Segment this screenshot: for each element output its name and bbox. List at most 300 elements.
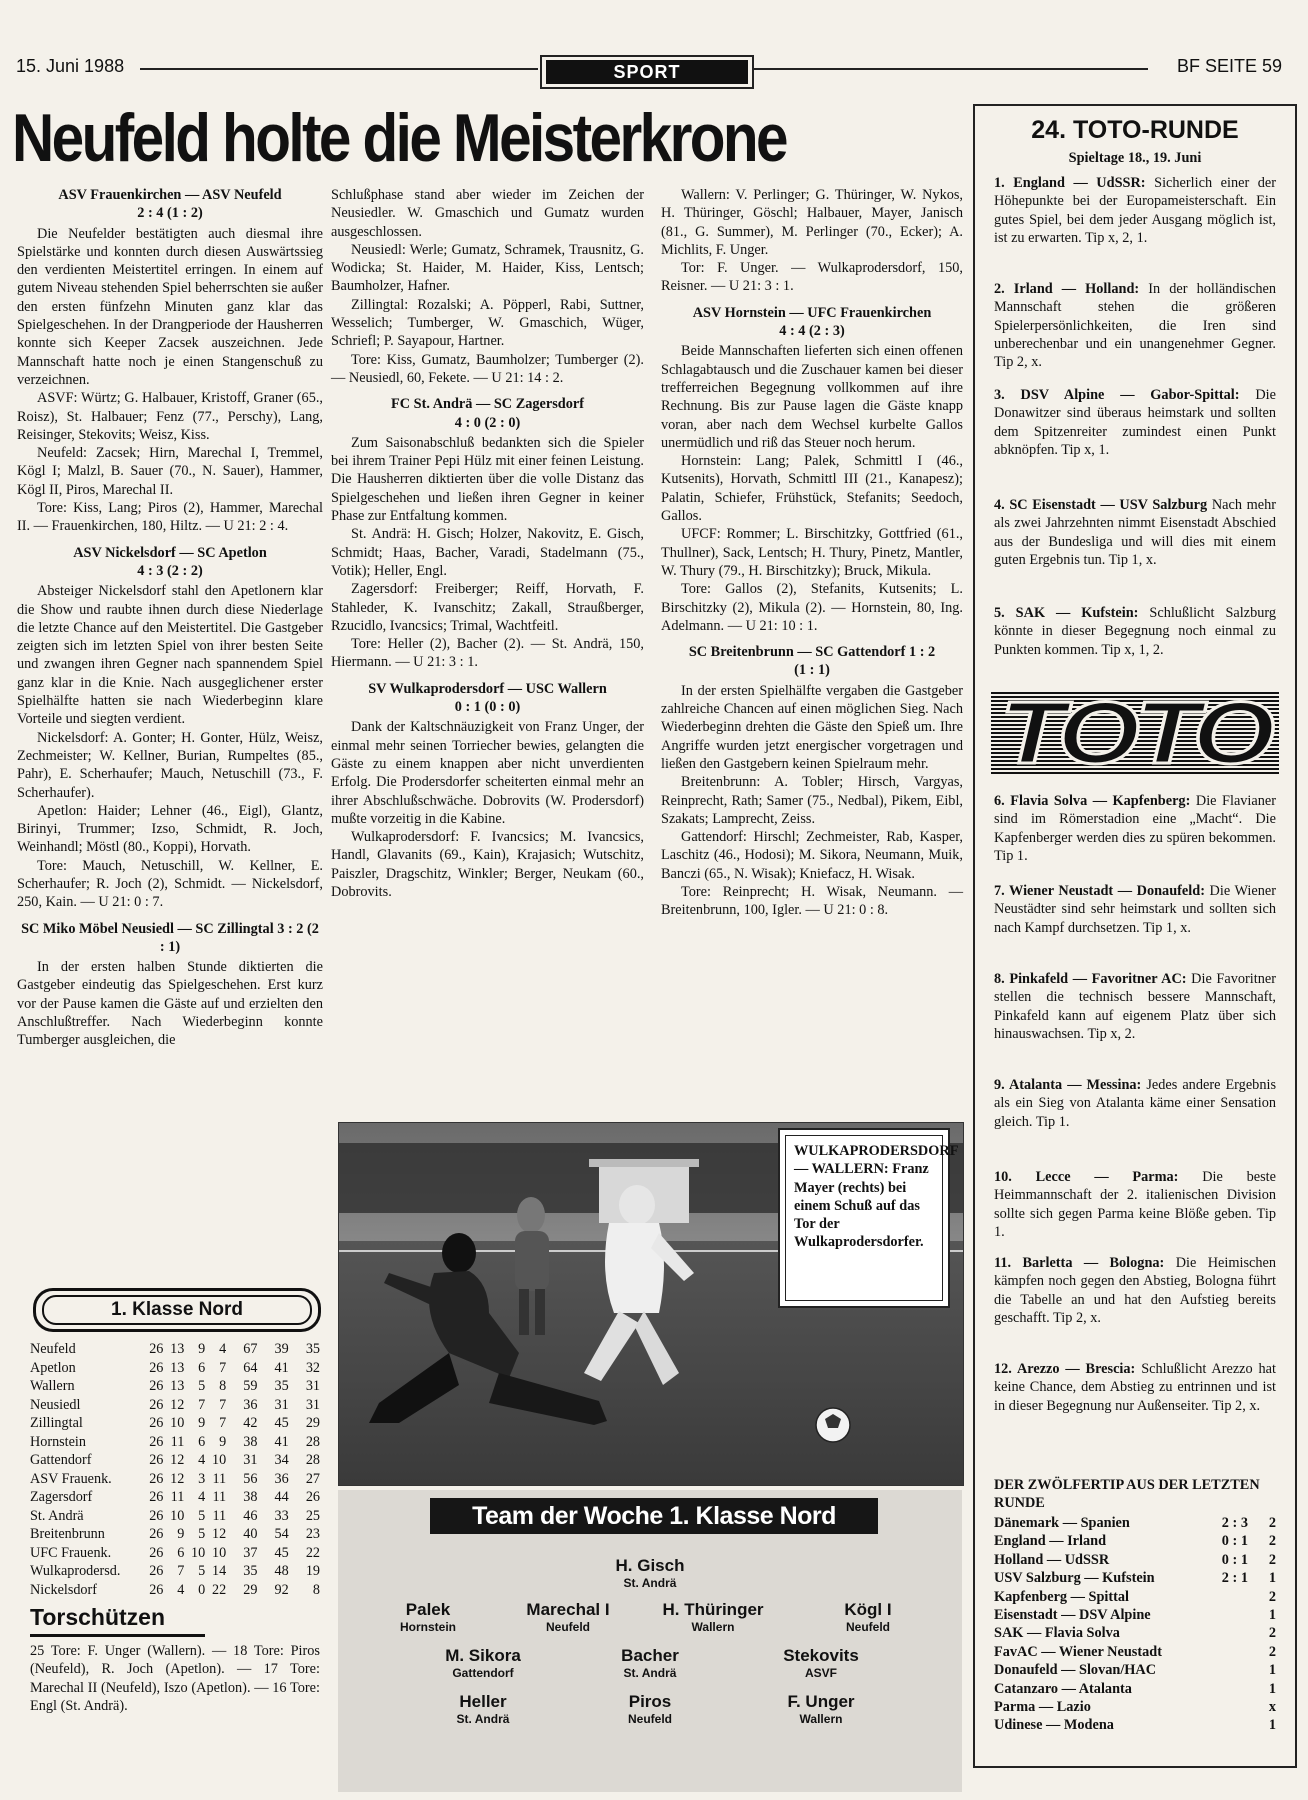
- player-club: Neufeld: [845, 1620, 890, 1634]
- stat-cell: 67: [243, 1341, 258, 1357]
- toto-tip: [994, 604, 1276, 659]
- team-name: Breitenbrunn: [30, 1526, 105, 1542]
- stat-cell: 64: [243, 1359, 258, 1376]
- toto-tip-head: 1. England — UdSSR:: [994, 175, 1146, 191]
- lineup-hornstein: Hornstein: Lang; Palek, Schmittl I (46., Kutsenits), Horvath, Schmittl III (21., Kanapesz); Palatin, Schiefer, Frühstück, Stefanits; Seedoch, Gallos.: [661, 453, 963, 525]
- stat-cell: 26: [149, 1415, 164, 1431]
- goals-line: Tore: Heller (2), Bacher (2). — St. Andrä, 150, Hiermann. — U 21: 3 : 1.: [331, 636, 644, 671]
- stat-cell: 26: [149, 1396, 164, 1413]
- toto-subtitle: Spieltage 18., 19. Juni: [1068, 150, 1202, 166]
- league-table: [30, 1340, 320, 1599]
- fixture: Parma — Lazio: [994, 1699, 1091, 1716]
- team-player: [353, 1600, 503, 1634]
- toto-tip: [994, 792, 1276, 865]
- match-score: (1 : 1): [794, 662, 830, 679]
- team-player: [638, 1600, 788, 1634]
- toto-tip-head: 3. DSV Alpine — Gabor-Spittal:: [994, 387, 1240, 403]
- toto-tip-head: 7. Wiener Neustadt — Donaufeld:: [994, 883, 1205, 899]
- scorers-text: 25 Tore: F. Unger (Wallern). — 18 Tore: Piros (Neufeld), R. Joch (Apetlon). — 17 Tore: Marechal II (Neufeld), Iszo (Apetlon). — 16 Tore: Engl (St. Andrä).: [30, 1643, 320, 1714]
- tip: 2: [1268, 1625, 1276, 1642]
- result: [1208, 1606, 1248, 1624]
- lineup-wulkaprodersdorf: Wulkaprodersdorf: F. Ivancsics; M. Ivancsics, Handl, Glavanits (69., Kain), Krajasich; Wutschitz, Paiszler, Dragschitz, Winkler; Berger, Neukam (60., Dobrovits.: [331, 829, 644, 900]
- toto-tip-head: 6. Flavia Solva — Kapfenberg:: [994, 793, 1191, 809]
- toto-tip: [994, 174, 1276, 247]
- match-title: SC Breitenbrunn — SC Gattendorf 1 : 2: [688, 644, 936, 661]
- stat-cell: 10: [211, 1452, 227, 1468]
- league-title: 1. Klasse Nord: [42, 1295, 312, 1325]
- result: [1208, 1588, 1248, 1606]
- toto-tip-head: 2. Irland — Holland:: [994, 281, 1140, 297]
- toto-tip-text: Die beste Heimmannschaft der 2. italienischen Division sollte sich gegen Parma keine Blöße geben. Tip 1.: [994, 1169, 1277, 1240]
- match-title: ASV Hornstein — UFC Frauenkirchen: [692, 304, 932, 321]
- league-title-frame: [33, 1288, 321, 1332]
- player-club: Neufeld: [627, 1712, 672, 1726]
- toto-tip: [994, 1168, 1276, 1241]
- zwoelfertip-row: [994, 1532, 1276, 1550]
- toto-tip-head: 10. Lecce — Parma:: [994, 1169, 1179, 1185]
- stat-cell: 31: [305, 1378, 320, 1394]
- player-club: Gattendorf: [452, 1666, 514, 1680]
- player-name: Kögl I: [844, 1600, 892, 1619]
- toto-tip-text: Schlußlicht Salzburg könnte in dieser Begegnung noch einmal zu Punkten kommen. Tip x, 1, 2.: [994, 605, 1277, 658]
- toto-tip: [994, 386, 1276, 459]
- match-score: 4 : 3 (2 : 2): [137, 562, 203, 579]
- zwoelfertip-row: [994, 1624, 1276, 1642]
- player-name: Palek: [405, 1600, 451, 1619]
- stat-cell: 40: [243, 1526, 258, 1542]
- tip: 2: [1268, 1551, 1276, 1568]
- stat-cell: 26: [149, 1341, 164, 1357]
- player-name: Piros: [628, 1692, 672, 1711]
- stat-cell: 4: [198, 1452, 206, 1468]
- stat-cell: 45: [274, 1415, 289, 1431]
- stat-cell: 6: [177, 1544, 185, 1561]
- toto-tip: [994, 1360, 1276, 1415]
- league-row: [30, 1451, 320, 1470]
- photo-caption: WULKAPRODERSDORF — WALLERN: Franz Mayer (rechts) bei einem Schuß auf das Tor der Wulkaprodersdorfer.: [785, 1135, 943, 1301]
- stat-cell: 13: [170, 1341, 185, 1357]
- stat-cell: 12: [170, 1452, 185, 1468]
- league-row: [30, 1396, 320, 1415]
- stat-cell: 10: [170, 1415, 185, 1431]
- team-name: Nickelsdorf: [30, 1581, 97, 1598]
- team-player: [575, 1692, 725, 1726]
- toto-tip-head: 12. Arezzo — Brescia:: [994, 1361, 1136, 1377]
- stat-cell: 26: [305, 1489, 320, 1505]
- stat-cell: 26: [149, 1433, 164, 1450]
- lineup-neufeld: Neufeld: Zacsek; Hirn, Marechal I, Tremmel, Kögl I; Malzl, B. Sauer (70., N. Sauer), Hammer, Kögl II, Piros, Marechal II.: [17, 445, 323, 498]
- stat-cell: 14: [211, 1563, 227, 1579]
- result: [1208, 1680, 1248, 1698]
- lineup-zagersdorf: Zagersdorf: Freiberger; Reiff, Horvath, F. Stahleder, K. Ivanschitz; Zakall, Straußberger, Rzucidlo, Ivancsics; Trimal, Wachtfeitl.: [331, 581, 644, 634]
- toto-tip-head: 5. SAK — Kufstein:: [994, 605, 1139, 621]
- scorers-underline: [30, 1634, 205, 1637]
- player-club: Wallern: [691, 1620, 735, 1634]
- team-name: St. Andrä: [30, 1507, 84, 1524]
- goals-line: Tore: Mauch, Netuschill, W. Kellner, E. Scherhaufer; R. Joch (2), Schmidt. — Nickelsdorf, 250, Kain. — U 21: 0 : 7.: [17, 857, 323, 911]
- match-report: Beide Mannschaften lieferten sich einen offenen Schlagabtausch und die Zuschauer kamen bei dieser trefferreichen Begegnung vollkommen auf ihre Rechnung. Bis zur Pause lagen die Gäste knapp voran, aber nach dem Wechsel kurbelte Gallos unermüdlich und riß das Steuer noch herum.: [661, 343, 963, 451]
- stat-cell: 38: [243, 1433, 258, 1450]
- stat-cell: 29: [243, 1581, 258, 1598]
- match-title: FC St. Andrä — SC Zagersdorf: [390, 396, 584, 413]
- stat-cell: 7: [219, 1415, 227, 1431]
- league-row: [30, 1377, 320, 1396]
- stat-cell: 5: [198, 1507, 206, 1524]
- stat-cell: 8: [312, 1581, 320, 1598]
- stat-cell: 28: [305, 1433, 320, 1450]
- tip: 2: [1268, 1643, 1276, 1660]
- fixture: Donaufeld — Slovan/HAC: [994, 1662, 1157, 1679]
- player-club: St. Andrä: [623, 1666, 677, 1680]
- team-name: Gattendorf: [30, 1452, 92, 1468]
- stat-cell: 26: [149, 1581, 164, 1598]
- zwoelfertip-row: [994, 1661, 1276, 1679]
- stat-cell: 5: [198, 1563, 206, 1579]
- team-player: [408, 1692, 558, 1726]
- tip: x: [1268, 1699, 1276, 1716]
- player-club: Neufeld: [545, 1620, 590, 1634]
- toto-tip-text: In der holländischen Mannschaft stehen die größeren Spielerpersönlichkeiten, die Iren sind unberechenbar und ein unangenehmer Gegner. Tip 2, x.: [994, 281, 1276, 371]
- stat-cell: 26: [149, 1359, 164, 1376]
- fixture: Dänemark — Spanien: [994, 1515, 1130, 1531]
- photo-caption-box: [778, 1128, 959, 1308]
- league-row: [30, 1525, 320, 1544]
- stat-cell: 26: [149, 1489, 164, 1505]
- stat-cell: 9: [219, 1433, 227, 1450]
- stat-cell: 32: [305, 1359, 320, 1376]
- team-name: UFC Frauenk.: [30, 1544, 112, 1561]
- league-row: [30, 1359, 320, 1378]
- tip: 1: [1268, 1717, 1276, 1734]
- stat-cell: 10: [191, 1544, 206, 1561]
- stat-cell: 6: [198, 1359, 206, 1376]
- team-name: Wulkaprodersd.: [30, 1563, 121, 1579]
- stat-cell: 13: [170, 1359, 185, 1376]
- stat-cell: 5: [198, 1378, 206, 1394]
- toto-logo: [991, 683, 1279, 782]
- stat-cell: 22: [211, 1581, 227, 1598]
- toto-tip: [994, 496, 1276, 569]
- header-rule-left: [140, 68, 538, 70]
- stat-cell: 59: [243, 1378, 258, 1394]
- stat-cell: 35: [243, 1563, 258, 1579]
- lineup-breitenbrunn: Breitenbrunn: A. Tobler; Hirsch, Vargyas, Reinprecht, Rath; Samer (75., Nedbal), Pikem, Eibl, Szakats; Lamprecht, Zeiss.: [661, 774, 963, 827]
- article-column-3: [661, 186, 963, 920]
- header-rule-right: [752, 68, 1148, 70]
- toto-tip: [994, 1076, 1276, 1131]
- league-row: [30, 1581, 320, 1600]
- stat-cell: 27: [305, 1470, 320, 1487]
- stat-cell: 10: [211, 1544, 227, 1561]
- stat-cell: 7: [219, 1396, 227, 1413]
- lineup-apetlon: Apetlon: Haider; Lehner (46., Eigl), Glantz, Birinyi, Trummer; Izso, Schmidt, R. Joch, Weinhandl; Möstl (80., Koppi), Horvath.: [17, 802, 323, 856]
- player-club: Wallern: [799, 1712, 843, 1726]
- stat-cell: 44: [274, 1489, 289, 1505]
- player-name: Heller: [459, 1692, 507, 1711]
- stat-cell: 7: [198, 1396, 206, 1413]
- team-player: [575, 1646, 725, 1680]
- stat-cell: 22: [305, 1544, 320, 1561]
- stat-cell: 41: [274, 1433, 289, 1450]
- tip: 1: [1268, 1570, 1276, 1587]
- stat-cell: 4: [219, 1341, 227, 1357]
- section-label-box: [540, 55, 754, 89]
- goals-line: Tor: F. Unger. — Wulkaprodersdorf, 150, Reisner. — U 21: 3 : 1.: [661, 260, 963, 295]
- match-score: 4 : 0 (2 : 0): [454, 414, 521, 431]
- result: 2 : 3: [1221, 1515, 1248, 1531]
- zwoelfertip-row: [994, 1569, 1276, 1587]
- stat-cell: 9: [198, 1341, 206, 1357]
- toto-tip-text: Die Donawitzer sind überaus heimstark und sollten dem Spitzenreiter zumindest einen Punkt abknöpfen. Tip x, 1.: [994, 387, 1276, 458]
- goals-line: Tore: Reinprecht; H. Wisak, Neumann. — Breitenbrunn, 100, Igler. — U 21: 0 : 8.: [661, 883, 963, 919]
- stat-cell: 31: [274, 1396, 289, 1413]
- toto-tip-text: Nach mehr als zwei Jahrzehnten nimmt Eisenstadt Abschied aus der Bundesliga und will dies mit einem guten Ergebnis tun. Tip 1, x.: [994, 497, 1276, 568]
- fixture: Kapfenberg — Spittal: [994, 1588, 1130, 1605]
- league-row: [30, 1433, 320, 1452]
- league-row: [30, 1507, 320, 1526]
- match-report: In der ersten halben Stunde diktierten die Gastgeber eindeutig das Spielgeschehen. Erst kurz vor der Pause kamen die Gäste auf und erzielten den Anschlußtreffer. Nach Wiederbeginn konnte Tumberger ausgleichen, die: [17, 959, 323, 1049]
- fixture: Eisenstadt — DSV Alpine: [994, 1607, 1151, 1624]
- stat-cell: 26: [149, 1507, 164, 1524]
- match-report: Dank der Kaltschnäuzigkeit von Franz Unger, der einmal mehr seinen Torriecher bewies, gelangten die Gäste zu einem knappen aber nicht unverdienten Erfolg. Die Prodersdorfer scheiterten einmal mehr an ihrer Abschlußschwäche. Dobrovits (W. Prodersdorf) mußte vorzeitig in die Kabine.: [331, 719, 644, 827]
- stat-cell: 92: [274, 1581, 289, 1598]
- stat-cell: 11: [170, 1433, 185, 1450]
- toto-tip: [994, 882, 1276, 937]
- stat-cell: 19: [305, 1563, 320, 1579]
- player-club: St. Andrä: [456, 1712, 510, 1726]
- stat-cell: 25: [305, 1507, 320, 1524]
- fixture: SAK — Flavia Solva: [994, 1625, 1120, 1642]
- stat-cell: 11: [212, 1470, 227, 1487]
- toto-tip-head: 11. Barletta — Bologna:: [994, 1255, 1165, 1271]
- result: 0 : 1: [1221, 1551, 1248, 1568]
- fixture: FavAC — Wiener Neustadt: [994, 1643, 1162, 1660]
- stat-cell: 54: [274, 1526, 289, 1542]
- toto-column: [973, 104, 1297, 1768]
- stat-cell: 5: [198, 1526, 206, 1542]
- player-name: M. Sikora: [445, 1646, 521, 1665]
- toto-tip-head: 9. Atalanta — Messina:: [994, 1077, 1142, 1093]
- lineup-nickelsdorf: Nickelsdorf: A. Gonter; H. Gonter, Hülz, Weisz, Zechmeister; W. Kellner, Burian, Rumpeltes (85., Pahr), E. Scherhaufer; Mauch, Netuschill (73., F. Scherhaufer).: [17, 729, 323, 801]
- match-score: 4 : 4 (2 : 3): [779, 323, 845, 340]
- player-name: Marechal I: [526, 1600, 610, 1619]
- page-number: BF SEITE 59: [1176, 56, 1282, 76]
- stat-cell: 31: [243, 1452, 258, 1468]
- match-score: 0 : 1 (0 : 0): [454, 699, 521, 716]
- match-score: 2 : 4 (1 : 2): [137, 205, 203, 222]
- zwoelfertip-row: [994, 1551, 1276, 1569]
- toto-tip-text: Die Wiener Neustädter sind sehr heimstark und sollten sich nach Kampf durchsetzen. Tip 1, x.: [994, 883, 1277, 936]
- match-report-continued: Schlußphase stand aber wieder im Zeichen der Neusiedler. W. Gmaschich und Gumatz wurden ausgeschlossen.: [331, 187, 644, 240]
- match-report: Die Neufelder bestätigten auch diesmal ihre Spielstärke und konnten durch diesen Auswärtssieg den verdienten Meistertitel erringen. In einem auf gutem Niveau stehenden Spiel beherrschten sie außer den ersten fünfzehn Minuten ganz klar das Spielgeschehen. In der Drangperiode der Hausherren konnte sich Keeper Zacsek auszeichnen. Jede Mannschaft hatte noch je einen Stangenschuß zu verzeichnen.: [17, 225, 323, 388]
- toto-tip: [994, 970, 1276, 1043]
- stat-cell: 42: [243, 1415, 258, 1431]
- stat-cell: 13: [170, 1378, 185, 1394]
- toto-tip-text: Die Heimischen kämpfen noch gegen den Abstieg, Bologna führt die Tabelle an und hat den Aufstieg bereits geschafft. Tip 2, x.: [994, 1255, 1277, 1326]
- tip: 2: [1268, 1533, 1276, 1550]
- toto-tip-text: Jedes andere Ergebnis als ein Sieg von Atalanta käme einer Sensation gleich. Tip 1.: [994, 1077, 1277, 1130]
- result: 0 : 1: [1221, 1533, 1248, 1550]
- team-title: Team der Woche 1. Klasse Nord: [430, 1498, 878, 1534]
- stat-cell: 45: [274, 1544, 289, 1561]
- toto-logo-text: TOTO: [999, 683, 1271, 782]
- result: [1208, 1661, 1248, 1679]
- stat-cell: 12: [170, 1470, 185, 1487]
- stat-cell: 6: [198, 1433, 206, 1450]
- stat-cell: 23: [305, 1526, 320, 1542]
- match-report: Zum Saisonabschluß bedankten sich die Spieler bei ihrem Trainer Pepi Hülz mit einer feinen Leistung. Die Hausherren diktierten über die volle Distanz das Spielgeschehen und ließen ihren Gegner in keiner Phase zur Entfaltung kommen.: [331, 434, 644, 525]
- zwoelfertip-row: [994, 1643, 1276, 1661]
- zwoelfertip-row: [994, 1698, 1276, 1716]
- stat-cell: 39: [274, 1341, 289, 1357]
- stat-cell: 28: [305, 1452, 320, 1468]
- stat-cell: 29: [305, 1415, 320, 1431]
- player-club: St. Andrä: [623, 1576, 677, 1590]
- result: [1208, 1624, 1248, 1642]
- tip: 1: [1268, 1680, 1276, 1697]
- stat-cell: 9: [198, 1415, 206, 1431]
- team-player: [793, 1600, 943, 1634]
- stat-cell: 26: [149, 1470, 164, 1487]
- stat-cell: 12: [170, 1396, 185, 1413]
- headline: Neufeld holte die Meisterkrone: [12, 100, 786, 176]
- team-name: Wallern: [30, 1378, 75, 1394]
- match-report: Absteiger Nickelsdorf stahl den Apetlonern klar die Show und raubte ihnen durch diese Niederlage die letzte Chance auf den Meistertitel. Die Gastgeber zeigten sich im letzten Spiel von ihrer besten Seite und zwangen ihren Gegner nach spannendem Spiel ganz klar in die Knie. Nach ausgeglichener erster Spielhälfte hatten sie nach Wiederbeginn klare Vorteile und siegten verdient.: [17, 583, 323, 728]
- stat-cell: 26: [149, 1378, 164, 1394]
- stat-cell: 9: [177, 1526, 185, 1542]
- player-name: F. Unger: [787, 1692, 855, 1711]
- toto-title: 24. TOTO-RUNDE: [1031, 116, 1239, 144]
- player-name: Stekovits: [783, 1646, 859, 1665]
- stat-cell: 11: [212, 1489, 227, 1505]
- stat-cell: 35: [305, 1341, 320, 1357]
- article-column-2: [331, 186, 644, 901]
- toto-tip-head: 8. Pinkafeld — Favoritner AC:: [994, 971, 1187, 987]
- result: [1208, 1643, 1248, 1661]
- stat-cell: 36: [243, 1396, 258, 1413]
- team-name: Neufeld: [30, 1341, 76, 1357]
- goals-line: Tore: Gallos (2), Stefanits, Kutsenits; L. Birschitzky (2), Mikula (2). — Hornstein, 80, Ing. Adelmann. — U 21: 10 : 1.: [661, 581, 963, 634]
- goals-line: Tore: Kiss, Gumatz, Baumholzer; Tumberger (2). — Neusiedl, 60, Fekete. — U 21: 14 : 2.: [331, 351, 644, 386]
- stat-cell: 7: [177, 1563, 185, 1579]
- stat-cell: 48: [274, 1563, 289, 1579]
- zwoelfertip-row: [994, 1588, 1276, 1606]
- stat-cell: 56: [243, 1470, 258, 1487]
- zwoelfertip-row: [994, 1716, 1276, 1734]
- scorers-title: Torschützen: [30, 1604, 166, 1630]
- stat-cell: 26: [149, 1563, 164, 1579]
- lineup-asvf: ASVF: Würtz; G. Halbauer, Kristoff, Graner (65., Roisz), St. Halbauer; Fenz (77., Perschy), Lang, Reisinger, Stekovits; Weisz, Kiss.: [17, 390, 323, 443]
- stat-cell: 31: [305, 1396, 320, 1413]
- team-player: [575, 1556, 725, 1590]
- toto-tip: [994, 280, 1276, 371]
- league-row: [30, 1544, 320, 1563]
- league-row: [30, 1562, 320, 1581]
- team-player: [746, 1692, 896, 1726]
- stat-cell: 12: [211, 1526, 227, 1542]
- team-name: Hornstein: [30, 1433, 86, 1450]
- match-title: SC Miko Möbel Neusiedl — SC Zillingtal 3 : 2 (2 : 1): [21, 920, 319, 955]
- player-club: Hornstein: [399, 1620, 456, 1634]
- zwoelfertip-title: DER ZWÖLFERTIP AUS DER LETZTEN RUNDE: [994, 1477, 1260, 1512]
- player-name: H. Gisch: [615, 1556, 685, 1575]
- section-label: SPORT: [546, 60, 748, 84]
- zwoelfertip-table: [994, 1514, 1276, 1735]
- league-row: [30, 1488, 320, 1507]
- stat-cell: 3: [198, 1470, 206, 1487]
- zwoelfertip-row: [994, 1606, 1276, 1624]
- league-table-box: [17, 1270, 320, 1792]
- league-row: [30, 1414, 320, 1433]
- match-report: In der ersten Spielhälfte vergaben die Gastgeber zahlreiche Chancen auf einen möglichen Sieg. Nach Wiederbeginn drehten die Gäste den Spieß um. Ihre Angriffe wurden jetzt energischer vorgetragen und ließen den Gastgebern keinen Spielraum mehr.: [661, 682, 963, 772]
- article-column-1: [17, 186, 323, 1050]
- toto-tip-text: Sicherlich einer der Höhepunkte bei der Europameisterschaft. Ein gutes Spiel, bei dem jeder Ausgang möglich ist, ist zu erwarten. Tip x, 2, 1.: [994, 175, 1276, 246]
- issue-date: 15. Juni 1988: [16, 56, 125, 76]
- result: [1208, 1698, 1248, 1716]
- toto-tip-text: Die Flavianer sind im Römerstadion eine „Macht“. Die Kapfenberger werden dies zu spüren bekommen. Tip 1.: [994, 793, 1277, 864]
- team-name: ASV Frauenk.: [30, 1470, 112, 1487]
- team-player: [746, 1646, 896, 1680]
- tip: 2: [1268, 1515, 1276, 1531]
- stat-cell: 33: [274, 1507, 289, 1524]
- stat-cell: 36: [274, 1470, 289, 1487]
- player-name: H. Thüringer: [662, 1600, 764, 1619]
- lineup-st-andrae: St. Andrä: H. Gisch; Holzer, Nakovitz, E. Gisch, Schmidt; Haas, Bacher, Varadi, Stadelmann (75., Votik); Heller, Engl.: [331, 526, 644, 579]
- stat-cell: 4: [177, 1581, 185, 1598]
- stat-cell: 7: [219, 1359, 227, 1376]
- toto-tip-text: Schlußlicht Arezzo hat keine Chance, dem Abstieg zu entrinnen und ist in dieser Begegnung nur Außenseiter. Tip 2, x.: [994, 1361, 1276, 1414]
- fixture: Udinese — Modena: [994, 1717, 1114, 1734]
- team-player: [408, 1646, 558, 1680]
- stat-cell: 8: [219, 1378, 227, 1394]
- lineup-zillingtal: Zillingtal: Rozalski; A. Pöpperl, Rabi, Suttner, Wesselich; Tumberger, W. Gmaschich, Wüger, Schriefl; P. Sayapour, Hartner.: [331, 296, 644, 350]
- stat-cell: 4: [198, 1489, 206, 1505]
- tip: 2: [1268, 1588, 1276, 1605]
- stat-cell: 38: [243, 1489, 258, 1505]
- stat-cell: 10: [170, 1507, 185, 1524]
- team-name: Zillingtal: [30, 1415, 83, 1431]
- player-name: Bacher: [621, 1646, 679, 1665]
- lineup-neusiedl: Neusiedl: Werle; Gumatz, Schramek, Trausnitz, G. Wodicka; St. Haider, M. Haider, Kiss, Lentsch; Baumholzer, Hafner.: [331, 241, 644, 295]
- lineup-gattendorf: Gattendorf: Hirschl; Zechmeister, Rab, Kasper, Laschitz (46., Hodosi); M. Sikora, Neumann, Muik, Banczi (65., N. Wisak); Kniefacz, H. Wisak.: [661, 829, 963, 882]
- stat-cell: 11: [170, 1489, 185, 1505]
- goals-line: Tore: Kiss, Lang; Piros (2), Hammer, Marechal II. — Frauenkirchen, 180, Hiltz. — U 21: 2 : 4.: [17, 500, 323, 535]
- player-club: ASVF: [804, 1666, 837, 1680]
- result: [1208, 1716, 1248, 1734]
- stat-cell: 11: [212, 1507, 227, 1524]
- team-player: [493, 1600, 643, 1634]
- league-row: [30, 1470, 320, 1489]
- stat-cell: 34: [274, 1452, 289, 1468]
- fixture: USV Salzburg — Kufstein: [994, 1570, 1155, 1587]
- team-name: Apetlon: [30, 1359, 76, 1376]
- stat-cell: 37: [243, 1544, 258, 1561]
- lineup-wallern: Wallern: V. Perlinger; G. Thüringer, W. Nykos, H. Thüringer, Göschl; Halbauer, Mayer, Janisch (81., G. Summer), M. Perlinger (70., Ecker); A. Michlits, F. Unger.: [661, 187, 963, 258]
- stat-cell: 0: [198, 1581, 206, 1598]
- tip: 1: [1268, 1662, 1276, 1679]
- stat-cell: 26: [149, 1452, 164, 1468]
- fixture: Holland — UdSSR: [994, 1551, 1110, 1568]
- league-row: [30, 1340, 320, 1359]
- stat-cell: 46: [243, 1507, 258, 1524]
- team-name: Zagersdorf: [30, 1489, 93, 1505]
- toto-tip-head: 4. SC Eisenstadt — USV Salzburg: [994, 497, 1208, 513]
- match-title: SV Wulkaprodersdorf — USC Wallern: [368, 680, 607, 697]
- stat-cell: 35: [274, 1378, 289, 1394]
- team-of-the-week: [338, 1490, 962, 1792]
- fixture: Catanzaro — Atalanta: [994, 1680, 1132, 1697]
- fixture: England — Irland: [994, 1533, 1107, 1550]
